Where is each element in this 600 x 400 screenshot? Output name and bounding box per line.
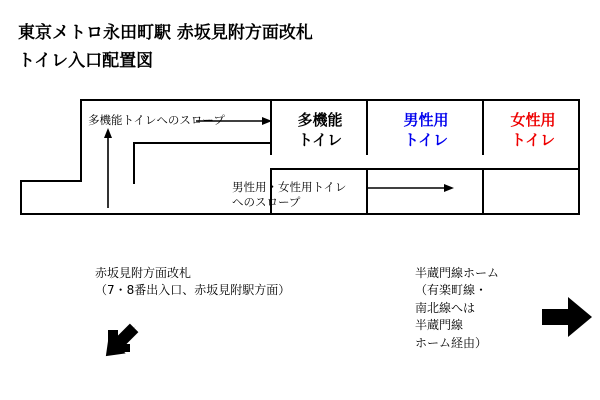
caption-right-line1: 半蔵門線ホーム [415, 266, 500, 280]
room-label-multipurpose [276, 110, 364, 151]
room-label-mens-line1: 男性用 [403, 111, 449, 129]
note-slope-to-mens-womens-line1: 男性用・女性用トイレ [232, 180, 347, 194]
room-label-multipurpose-line2: トイレ [297, 131, 343, 150]
room-label-mens [372, 110, 480, 151]
caption-left-line1: 赤坂見附方面改札 [95, 266, 192, 280]
caption-akasaka-mitsuke-gate [95, 265, 290, 300]
toilet-layout-diagram [0, 80, 600, 240]
page-title-line-2: トイレ入口配置図 [18, 51, 154, 71]
room-label-womens [488, 110, 578, 151]
caption-right-line3: 南北線へは [415, 300, 476, 315]
caption-right-line4: 半蔵門線 [415, 318, 464, 333]
room-label-mens-line2: トイレ [403, 131, 449, 150]
arrow-down-left-icon [92, 318, 148, 366]
caption-left-line2: （7・8番出入口、赤坂見附駅方面） [95, 283, 291, 298]
caption-hanzomon-line-platform [415, 265, 499, 352]
diagram-arrows [0, 80, 600, 240]
caption-right-line5: ホーム経由） [415, 335, 488, 350]
room-label-womens-line1: 女性用 [510, 111, 556, 129]
page-title-line-1: 東京メトロ永田町駅 赤坂見附方面改札 [18, 23, 313, 43]
note-slope-to-multipurpose: 多機能トイレへのスロープ [88, 113, 225, 127]
caption-right-line2: （有楽町線・ [415, 283, 488, 298]
room-label-multipurpose-line1: 多機能 [297, 111, 343, 129]
room-label-womens-line2: トイレ [510, 131, 556, 150]
note-slope-to-mens-womens-line2: へのスロープ [232, 195, 301, 209]
arrow-right-icon [540, 295, 594, 339]
